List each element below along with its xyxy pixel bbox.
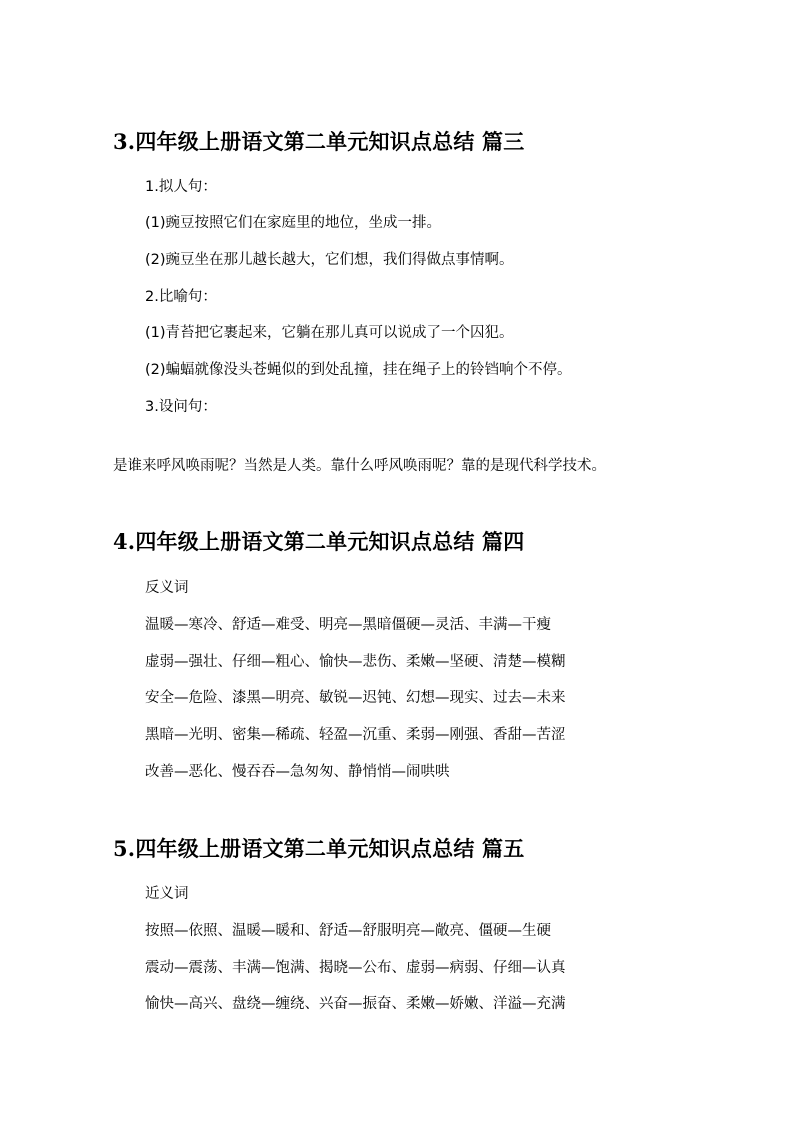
section-3-line-4: 2.比喻句：: [145, 289, 217, 305]
section-4-line-1: 温暖—寒冷、舒适—难受、明亮—黑暗僵硬—灵活、丰满—干瘦: [145, 617, 551, 633]
section-5-subtitle: 近义词: [145, 886, 189, 902]
section-4-line-3: 安全—危险、漆黑—明亮、敏锐—迟钝、幻想—现实、过去—未来: [145, 690, 566, 706]
section-3-heading: 3.四年级上册语文第二单元知识点总结 篇三: [113, 129, 525, 154]
section-3-line-5: (1)青苔把它裹起来，它躺在那儿真可以说成了一个囚犯。: [145, 325, 514, 341]
section-4-line-2: 虚弱—强壮、仔细—粗心、愉快—悲伤、柔嫩—坚硬、清楚—模糊: [145, 654, 566, 670]
section-3-line-6: (2)蝙蝠就像没头苍蝇似的到处乱撞，挂在绳子上的铃铛响个不停。: [145, 362, 572, 378]
section-3-line-7: 3.设问句：: [145, 399, 217, 415]
section-4-subtitle: 反义词: [145, 580, 189, 596]
section-3-line-1: 1.拟人句：: [145, 179, 217, 195]
section-4-heading: 4.四年级上册语文第二单元知识点总结 篇四: [113, 529, 525, 554]
section-4-line-5: 改善—恶化、慢吞吞—急匆匆、静悄悄—闹哄哄: [145, 764, 450, 780]
section-3-paragraph: 是谁来呼风唤雨呢？当然是人类。靠什么呼风唤雨呢？靠的是现代科学技术。: [113, 458, 606, 474]
section-4-line-4: 黑暗—光明、密集—稀疏、轻盈—沉重、柔弱—刚强、香甜—苦涩: [145, 727, 566, 743]
section-3-line-2: (1)豌豆按照它们在家庭里的地位，坐成一排。: [145, 215, 442, 231]
section-5-line-1: 按照—依照、温暖—暖和、舒适—舒服明亮—敞亮、僵硬—生硬: [145, 923, 551, 939]
section-5-line-3: 愉快—高兴、盘绕—缠绕、兴奋—振奋、柔嫩—娇嫩、洋溢—充满: [145, 996, 566, 1012]
section-3-line-3: (2)豌豆坐在那儿越长越大，它们想，我们得做点事情啊。: [145, 252, 514, 268]
section-5-line-2: 震动—震荡、丰满—饱满、揭晓—公布、虚弱—病弱、仔细—认真: [145, 960, 566, 976]
section-5-heading: 5.四年级上册语文第二单元知识点总结 篇五: [113, 836, 525, 861]
